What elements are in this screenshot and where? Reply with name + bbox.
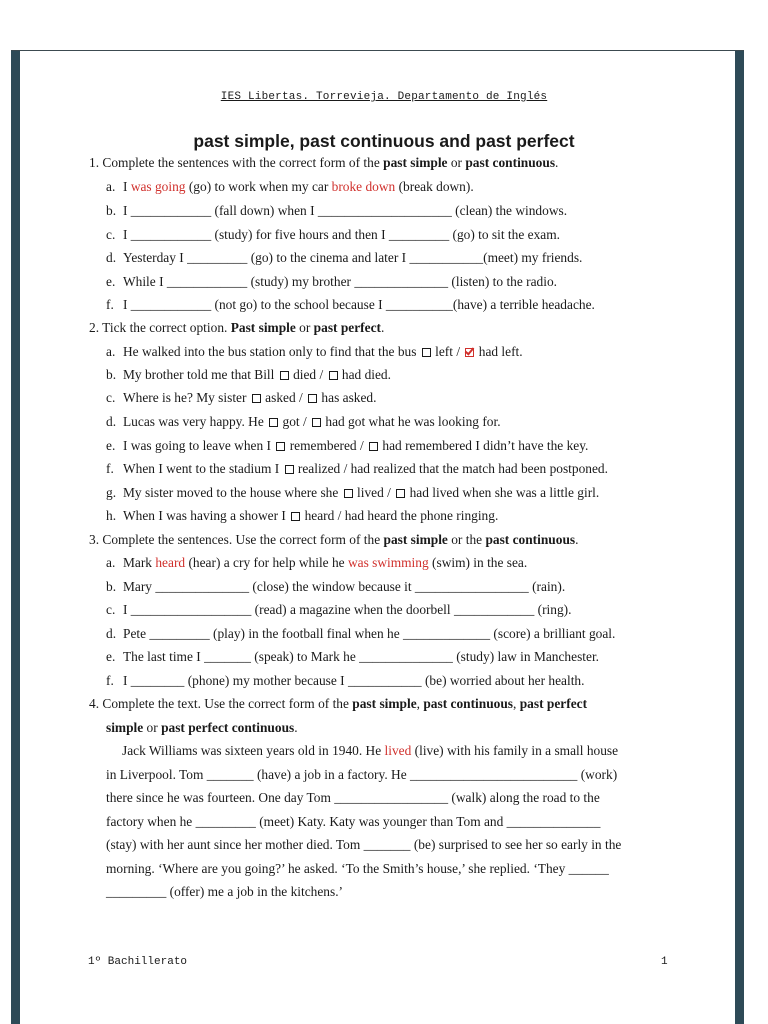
footer-page-number: 1 xyxy=(661,956,668,968)
checkbox-option-1[interactable] xyxy=(276,442,285,451)
checkbox-option-1[interactable] xyxy=(280,371,289,380)
s2-item-d: d. Lucas was very happy. He got / had got what he was looking for. xyxy=(106,414,501,429)
s1-item-c: c. I ____________ (study) for five hours and then I _________ (go) to sit the exam. xyxy=(106,227,560,242)
section-3-instruction: 3. Complete the sentences. Use the correct form of the past simple or the past continuous. xyxy=(89,532,579,547)
checkbox-option-1[interactable] xyxy=(252,394,261,403)
s3-item-e: e. The last time I _______ (speak) to Mark he ______________ (study) law in Manchester. xyxy=(106,649,600,664)
section-2-instruction: 2. Tick the correct option. Past simple or past perfect. xyxy=(89,320,385,335)
checkbox-option-2[interactable] xyxy=(308,394,317,403)
checkbox-option-2[interactable] xyxy=(312,418,321,427)
checkbox-option-1[interactable] xyxy=(291,512,300,521)
s4-text-line-3: there since he was fourteen. One day Tom _________________ (walk) along the road to the xyxy=(106,790,600,805)
s3-item-b: b. Mary ______________ (close) the window because it _________________ (rain). xyxy=(106,579,566,594)
s4-text-line-5: (stay) with her aunt since her mother died. Tom _______ (be) surprised to see her so early in the xyxy=(106,837,622,852)
s2-item-e: e. I was going to leave when I remembered / had remembered I didn’t have the key. xyxy=(106,438,589,453)
s1-item-d: d. Yesterday I _________ (go) to the cinema and later I ___________(meet) my friends. xyxy=(106,250,583,265)
checkbox-option-2[interactable] xyxy=(396,489,405,498)
checkbox-option-1[interactable] xyxy=(344,489,353,498)
checkbox-option-2[interactable] xyxy=(369,442,378,451)
s4-text-line-4: factory when he _________ (meet) Katy. Katy was younger than Tom and ______________ xyxy=(106,814,601,829)
left-border-bar xyxy=(11,50,20,1024)
checkbox-option-2[interactable] xyxy=(329,371,338,380)
school-header: IES Libertas. Torrevieja. Departamento de Inglés xyxy=(220,91,548,103)
s2-item-g: g. My sister moved to the house where she lived / had lived when she was a little girl. xyxy=(106,485,600,500)
s3-item-f: f. I ________ (phone) my mother because I ___________ (be) worried about her health. xyxy=(106,673,585,688)
s1-item-f: f. I ____________ (not go) to the school because I __________(have) a terrible headache. xyxy=(106,297,595,312)
s2-item-c: c. Where is he? My sister asked / has asked. xyxy=(106,390,377,405)
s4-text-line-7: _________ (offer) me a job in the kitchens.’ xyxy=(106,884,344,899)
s4-text-line-1: Jack Williams was sixteen years old in 1940. He lived (live) with his family in a small house xyxy=(122,743,619,758)
s1-item-e: e. While I ____________ (study) my brother ______________ (listen) to the radio. xyxy=(106,274,558,289)
s1-item-b: b. I ____________ (fall down) when I ____________________ (clean) the windows. xyxy=(106,203,568,218)
top-border-line xyxy=(11,50,744,51)
worksheet-title: past simple, past continuous and past perfect xyxy=(193,131,575,151)
right-border-bar xyxy=(735,50,744,1024)
checkbox-left-option[interactable] xyxy=(422,348,431,357)
section-1-instruction: 1. Complete the sentences with the correct form of the past simple or past continuous. xyxy=(89,155,559,170)
s4-text-line-6: morning. ‘Where are you going?’ he asked. ‘To the Smith’s house,’ she replied. ‘They ______ xyxy=(106,861,609,876)
s2-item-b: b. My brother told me that Bill died / had died. xyxy=(106,367,391,382)
s2-item-a: a. He walked into the bus station only to find that the bus left / had left. xyxy=(106,344,523,359)
footer-course: 1º Bachillerato xyxy=(88,956,188,968)
s2-item-h: h. When I was having a shower I heard / had heard the phone ringing. xyxy=(106,508,499,523)
checkbox-option-1[interactable] xyxy=(269,418,278,427)
s3-item-a: a. Mark heard (hear) a cry for help while he was swimming (swim) in the sea. xyxy=(106,555,528,570)
checkbox-option-1[interactable] xyxy=(285,465,294,474)
section-4-instruction: 4. Complete the text. Use the correct form of the past simple, past continuous, past perfect xyxy=(89,696,588,711)
s3-item-d: d. Pete _________ (play) in the football final when he _____________ (score) a brilliant goal. xyxy=(106,626,616,641)
s1-item-a: a. I was going (go) to work when my car broke down (break down). xyxy=(106,179,474,194)
s4-text-line-2: in Liverpool. Tom _______ (have) a job in a factory. He _________________________ (work) xyxy=(106,767,618,782)
section-4-instruction-cont: simple or past perfect continuous. xyxy=(106,720,298,735)
checkbox-had-left-checked[interactable] xyxy=(465,348,474,357)
s2-item-f: f. When I went to the stadium I realized / had realized that the match had been postponed. xyxy=(106,461,608,476)
s3-item-c: c. I __________________ (read) a magazine when the doorbell ____________ (ring). xyxy=(106,602,572,617)
